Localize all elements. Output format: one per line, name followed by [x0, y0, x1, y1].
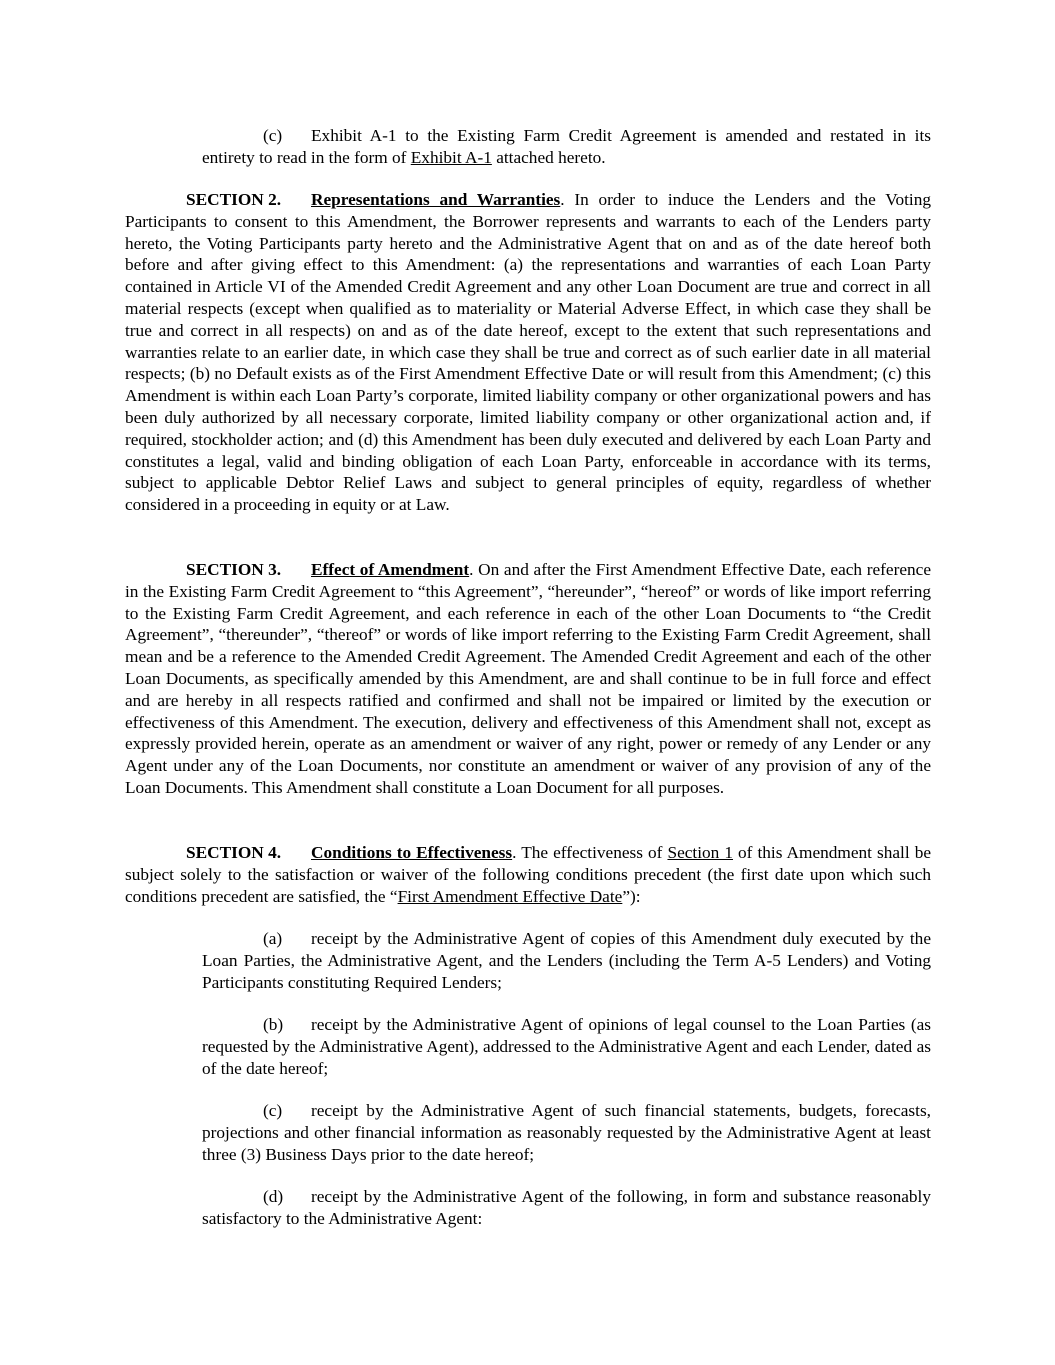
section-body: . The effectiveness of: [512, 843, 668, 862]
condition-text: receipt by the Administrative Agent of opinions of legal counsel to the Loan Parties (as requested by the Administrative Agent), addressed to the Administrative Agent and each Lender, dated as of the date hereof;: [202, 1015, 931, 1078]
paragraph-text: Exhibit A-1 to the Existing Farm Credit Agreement is amended and restated in its entirety to read in the form of: [202, 126, 931, 167]
paragraph-label: (c): [263, 126, 283, 145]
condition-text: receipt by the Administrative Agent of copies of this Amendment duly executed by the Loan Parties, the Administrative Agent, and the Lenders (including the Term A-5 Lenders) and Voting Participants constituting Required Lenders;: [202, 929, 931, 992]
condition-b: [202, 1014, 931, 1079]
section-heading: Conditions to Effectiveness: [311, 843, 513, 862]
condition-label: (b): [263, 1015, 284, 1034]
section-heading: Effect of Amendment: [311, 560, 470, 579]
section-body-end: ”):: [622, 886, 641, 906]
section-3-paragraph: [125, 559, 931, 799]
section-4-paragraph: [125, 842, 931, 907]
section-number: SECTION 2.: [186, 190, 282, 209]
condition-d: [202, 1186, 931, 1230]
section-1-reference: Section 1: [667, 843, 733, 862]
condition-a: [202, 928, 931, 993]
paragraph-c-exhibit: [202, 125, 931, 169]
condition-c: [202, 1100, 931, 1165]
condition-text: receipt by the Administrative Agent of such financial statements, budgets, forecasts, projections and other financial information as reasonably requested by the Administrative Agent at least three (3) Business Days prior to the date hereof;: [202, 1101, 931, 1164]
defined-term: First Amendment Effective Date: [397, 886, 623, 906]
condition-label: (a): [263, 929, 283, 948]
paragraph-text-end: attached hereto.: [491, 147, 606, 167]
section-body: . In order to induce the Lenders and the Voting Participants to consent to this Amendment, the Borrower represents and warrants to each of the Lenders party hereto, the Voting Participants party hereto and the Administrative Agent that on and as of the date hereof both before and after giving effect to this Amendment: (a) the representations and warranties of each Loan Party contained in Article VI of the Amended Credit Agreement and any other Loan Document are true and correct in all material respects (except when qualified as to materiality or Material Adverse Effect, in which case they shall be true and correct in all respects) on and as of the date hereof, except to the extent that such representations and warranties relate to an earlier date, in which case they shall be true and correct as of such earlier date in all material respects; (b) no Default exists as of the First Amendment Effective Date or will result from this Amendment; (c) this Amendment is within each Loan Party’s corporate, limited liability company or other organizational powers and has been duly authorized by all necessary corporate, limited liability company or other organizational action and, if required, stockholder action; and (d) this Amendment has been duly executed and delivered by each Loan Party and constitutes a legal, valid and binding obligation of each Loan Party, enforceable in accordance with its terms, subject to applicable Debtor Relief Laws and subject to general principles of equity, regardless of whether considered in a proceeding in equity or at Law.: [125, 190, 931, 515]
section-body: . On and after the First Amendment Effective Date, each reference in the Existing Farm Credit Agreement to “this Agreement”, “hereunder”, “hereof” or words of like import referring to the Existing Farm Credit Agreement, and each reference in each of the other Loan Documents to “the Credit Agreement”, “thereunder”, “thereof” or words of like import referring to the Existing Farm Credit Agreement, shall mean and be a reference to the Amended Credit Agreement. The Amended Credit Agreement and each of the other Loan Documents, as specifically amended by this Amendment, are and shall continue to be in full force and effect and are hereby in all respects ratified and confirmed and shall not be impaired or limited by the execution or effectiveness of this Amendment. The execution, delivery and effectiveness of this Amendment shall not, except as expressly provided herein, operate as an amendment or waiver of any right, power or remedy of any Lender or any Agent under any of the Loan Documents, nor constitute an amendment or waiver of any provision of any of the Loan Documents. This Amendment shall constitute a Loan Document for all purposes.: [125, 560, 931, 797]
section-heading: Representations and Warranties: [311, 190, 561, 209]
section-body-continued: of this Amendment shall be subject solely to the satisfaction or waiver of the following conditions precedent (the first date upon which such conditions precedent are satisfied, the “: [125, 843, 932, 906]
section-number: SECTION 3.: [186, 560, 282, 579]
section-2-paragraph: [125, 189, 931, 516]
condition-label: (c): [263, 1101, 283, 1120]
condition-text: receipt by the Administrative Agent of the following, in form and substance reasonably satisfactory to the Administrative Agent:: [202, 1187, 931, 1228]
section-number: SECTION 4.: [186, 843, 282, 862]
exhibit-a1-reference: Exhibit A-1: [410, 147, 492, 167]
condition-label: (d): [263, 1187, 284, 1206]
